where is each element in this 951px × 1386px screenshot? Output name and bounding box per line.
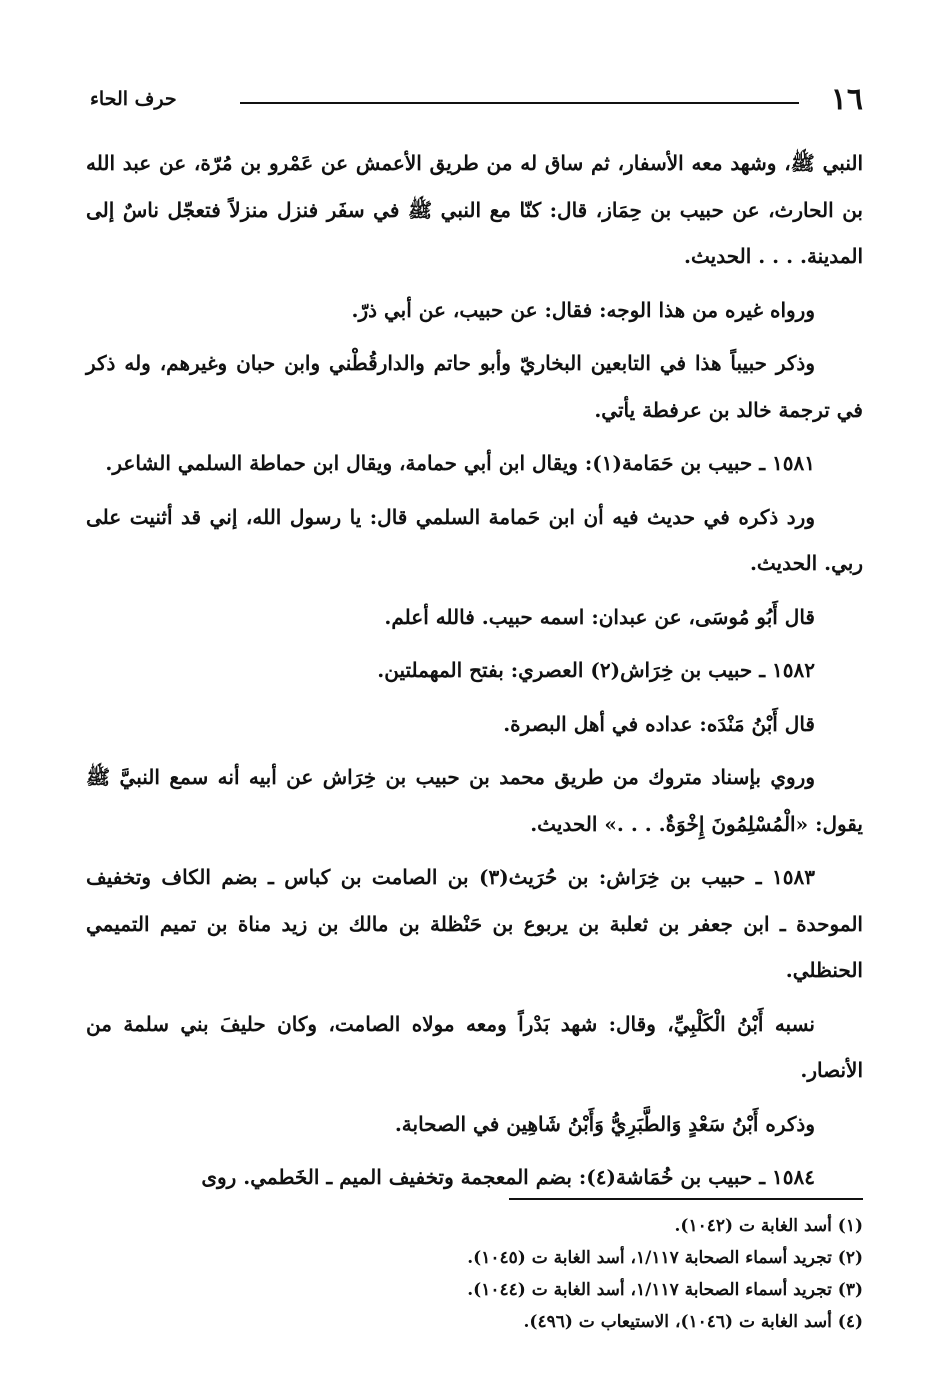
- paragraph: قال أَبُو مُوسَى، عن عبدان: اسمه حبيب. فالله أعلم.: [384, 604, 815, 629]
- footnote: (٢) تجريد أسماء الصحابة ١/١١٧، أسد الغابة ت (١٠٤٥).: [467, 1248, 863, 1268]
- entry-1581: ١٥٨١ ـ حبيب بن حَمَامة(١): ويقال ابن أبي حمامة، ويقال ابن حماطة السلمي الشاعر.: [105, 451, 815, 475]
- footnote: (٣) تجريد أسماء الصحابة ١/١١٧، أسد الغابة ت (١٠٤٤).: [467, 1280, 863, 1300]
- main-text: [86, 140, 863, 1208]
- footnote: (١) أسد الغابة ت (١٠٤٢).: [674, 1216, 863, 1236]
- entry-1582: ١٥٨٢ ـ حبيب بن خِرَاش(٢) العصري: بفتح المهملتين.: [377, 658, 815, 682]
- running-title: حرف الحاء: [90, 88, 177, 110]
- footnote: (٤) أسد الغابة ت (١٠٤٦)، الاستيعاب ت (٤٩٦).: [523, 1312, 863, 1332]
- entry-1583: ١٥٨٣ ـ حبيب بن خِرَاش: بن حُرَيث(٣) بن الصامت بن كباس ـ بضم الكاف وتخفيف الموحدة ـ ابن جعفر بن ثعلبة بن يربوع بن حَنْظلة بن مالك بن زيد مناة بن تميم التميمي الحنظلي.: [86, 865, 863, 982]
- paragraph: ورد ذكره في حديث فيه أن ابن حَمامة السلمي قال: يا رسول الله، إني قد أثنيت على ربي. الحديث.: [86, 504, 863, 575]
- paragraph: نسبه أَبْنُ الْكَلْبِيِّ، وقال: شهد بَدْراً ومعه مولاه الصامت، وكان حليفَ بني سلمة من الأنصار.: [86, 1011, 863, 1082]
- page-number: ١٦: [830, 82, 863, 117]
- footnotes: [86, 1210, 863, 1338]
- paragraph: وذكر حبيباً هذا في التابعين البخاريّ وأبو حاتم والدارقُطْني وابن حبان وغيرهم، وله ذكر في ترجمة خالد بن عرفطة يأتي.: [86, 351, 863, 422]
- entry-1584: ١٥٨٤ ـ حبيب بن خُمَاشة(٤): بضم المعجمة وتخفيف الميم ـ الخَطمي. روى: [201, 1165, 815, 1189]
- footnote-separator: [509, 1198, 863, 1200]
- paragraph: وروي بإسناد متروك من طريق محمد بن حبيب بن خِرَاش عن أبيه أنه سمع النبيَّ ﷺ يقول: «الْمُسْلِمُونَ إِخْوَةٌ. . . .» الحديث.: [86, 765, 863, 836]
- page-header: [90, 82, 863, 122]
- paragraph: وذكره أَبْنُ سَعْدٍ وَالطَّبَرِيُّ وَأَبْنُ شَاهِين في الصحابة.: [394, 1111, 815, 1136]
- header-rule: [240, 102, 799, 104]
- paragraph: قال أَبْنُ مَنْدَه: عداده في أهل البصرة.: [503, 711, 815, 736]
- paragraph: ورواه غيره من هذا الوجه: فقال: عن حبيب، عن أبي ذرّ.: [351, 297, 815, 322]
- paragraph-continuation: النبي ﷺ، وشهد معه الأسفار، ثم ساق له من طريق الأعمش عن عَمْرو بن مُرّة، عن عبد الله بن الحارث، عن حبيب بن حِمَاز، قال: كنّا مع النبي ﷺ في سفَر فنزل منزلاً فتعجّل ناسٌ إلى المدينة. . . . الحديث.: [86, 151, 863, 268]
